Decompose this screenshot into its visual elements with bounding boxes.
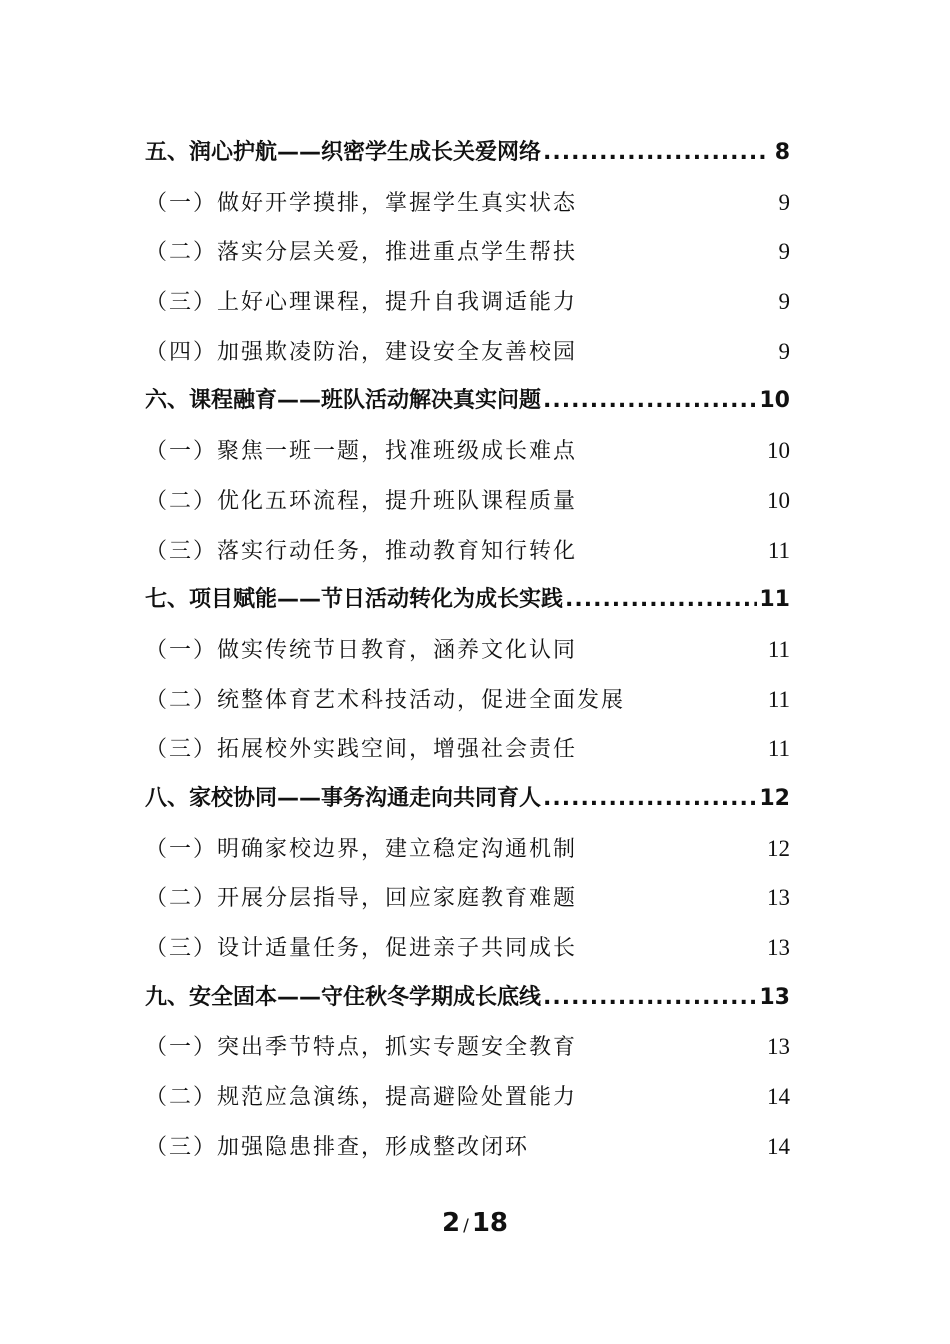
toc-entry-page: 9 <box>778 239 790 265</box>
toc-entry-page: 13 <box>767 885 790 911</box>
toc-row-2[interactable] <box>145 227 790 277</box>
toc-entry-page: 10 <box>759 388 790 414</box>
toc-row-8[interactable] <box>145 526 790 576</box>
toc-row-11[interactable] <box>145 675 790 725</box>
toc-entry-page: 11 <box>767 537 790 563</box>
toc-entry-page: 13 <box>759 984 790 1010</box>
toc-entry-title: （二）落实分层关爱，推进重点学生帮扶 <box>145 240 578 266</box>
page-number-current: 2 <box>441 1208 461 1238</box>
toc-entry-title: （三）上好心理课程，提升自我调适能力 <box>145 290 578 316</box>
toc-entry-title: （三）加强隐患排查，形成整改闭环 <box>145 1134 530 1160</box>
toc-row-15[interactable] <box>145 873 790 923</box>
toc-entry-title: （一）明确家校边界，建立稳定沟通机制 <box>145 836 578 862</box>
toc-row-14[interactable] <box>145 824 790 874</box>
toc-entry-title: 六、课程融育——班队活动解决真实问题 <box>145 388 542 414</box>
toc-row-19[interactable] <box>145 1072 790 1122</box>
dot-leader <box>565 575 757 625</box>
toc-entry-title: （三）落实行动任务，推动教育知行转化 <box>145 538 578 564</box>
toc-entry-page: 11 <box>767 636 790 662</box>
toc-entry-page: 13 <box>767 935 790 960</box>
toc-entry-page: 10 <box>767 438 790 464</box>
toc-row-13[interactable] <box>145 774 790 824</box>
toc-entry-page: 11 <box>767 736 790 762</box>
toc-entry-title: （一）突出季节特点，抓实专题安全教育 <box>145 1035 578 1061</box>
toc-row-6[interactable] <box>145 426 790 476</box>
toc-row-17[interactable] <box>145 973 790 1023</box>
dot-leader <box>543 376 757 426</box>
toc-row-3[interactable] <box>145 277 790 327</box>
toc-row-18[interactable] <box>145 1022 790 1072</box>
toc-row-20[interactable] <box>145 1122 790 1172</box>
toc-entry-title: （一）聚焦一班一题，找准班级成长难点 <box>145 439 578 465</box>
toc-entry-page: 9 <box>778 338 790 364</box>
toc-entry-page: 11 <box>759 587 790 613</box>
toc-row-5[interactable] <box>145 376 790 426</box>
toc-entry-page: 9 <box>778 289 790 315</box>
toc-entry-page: 11 <box>767 686 790 712</box>
toc-entry-title: （二）统整体育艺术科技活动，促进全面发展 <box>145 687 626 713</box>
dot-leader <box>543 128 768 178</box>
page-footer <box>0 1208 950 1238</box>
toc-entry-page: 8 <box>774 140 790 165</box>
toc-row-9[interactable] <box>145 575 790 625</box>
toc-row-1[interactable] <box>145 178 790 228</box>
page-number-total: 18 <box>471 1208 508 1238</box>
toc-row-10[interactable] <box>145 625 790 675</box>
toc-row-4[interactable] <box>145 327 790 377</box>
toc-entry-title: （一）做好开学摸排，掌握学生真实状态 <box>145 190 578 216</box>
toc-entry-page: 12 <box>759 785 790 811</box>
toc-entry-page: 13 <box>767 1034 790 1060</box>
toc-entry-title: 七、项目赋能——节日活动转化为成长实践 <box>145 587 564 613</box>
toc-entry-page: 10 <box>767 487 790 513</box>
toc-entry-title: 八、家校协同——事务沟通走向共同育人 <box>145 785 542 811</box>
dot-leader <box>543 973 757 1023</box>
toc-entry-title: 五、润心护航——织密学生成长关爱网络 <box>145 140 542 165</box>
toc-entry-title: （三）拓展校外实践空间，增强社会责任 <box>145 737 578 763</box>
toc-entry-title: （二）开展分层指导，回应家庭教育难题 <box>145 886 578 912</box>
toc-entry-title: （一）做实传统节日教育，涵养文化认同 <box>145 637 578 663</box>
toc-entry-page: 12 <box>767 835 790 861</box>
page-number-separator: / <box>463 1216 469 1236</box>
toc-entry-title: （三）设计适量任务，促进亲子共同成长 <box>145 936 578 961</box>
toc-entry-page: 14 <box>767 1133 790 1159</box>
toc-entry-title: （四）加强欺凌防治，建设安全友善校园 <box>145 339 578 365</box>
toc-entry-title: （二）规范应急演练，提高避险处置能力 <box>145 1085 578 1111</box>
toc-row-12[interactable] <box>145 724 790 774</box>
toc-entry-title: （二）优化五环流程，提升班队课程质量 <box>145 488 578 514</box>
dot-leader <box>543 774 757 824</box>
toc-entry-title: 九、安全固本——守住秋冬学期成长底线 <box>145 984 542 1010</box>
toc-row-0[interactable] <box>145 128 790 178</box>
toc-row-16[interactable] <box>145 923 790 973</box>
toc-entry-page: 14 <box>767 1084 790 1110</box>
toc-entry-page: 9 <box>778 189 790 215</box>
toc-row-7[interactable] <box>145 476 790 526</box>
table-of-contents <box>145 128 790 1171</box>
